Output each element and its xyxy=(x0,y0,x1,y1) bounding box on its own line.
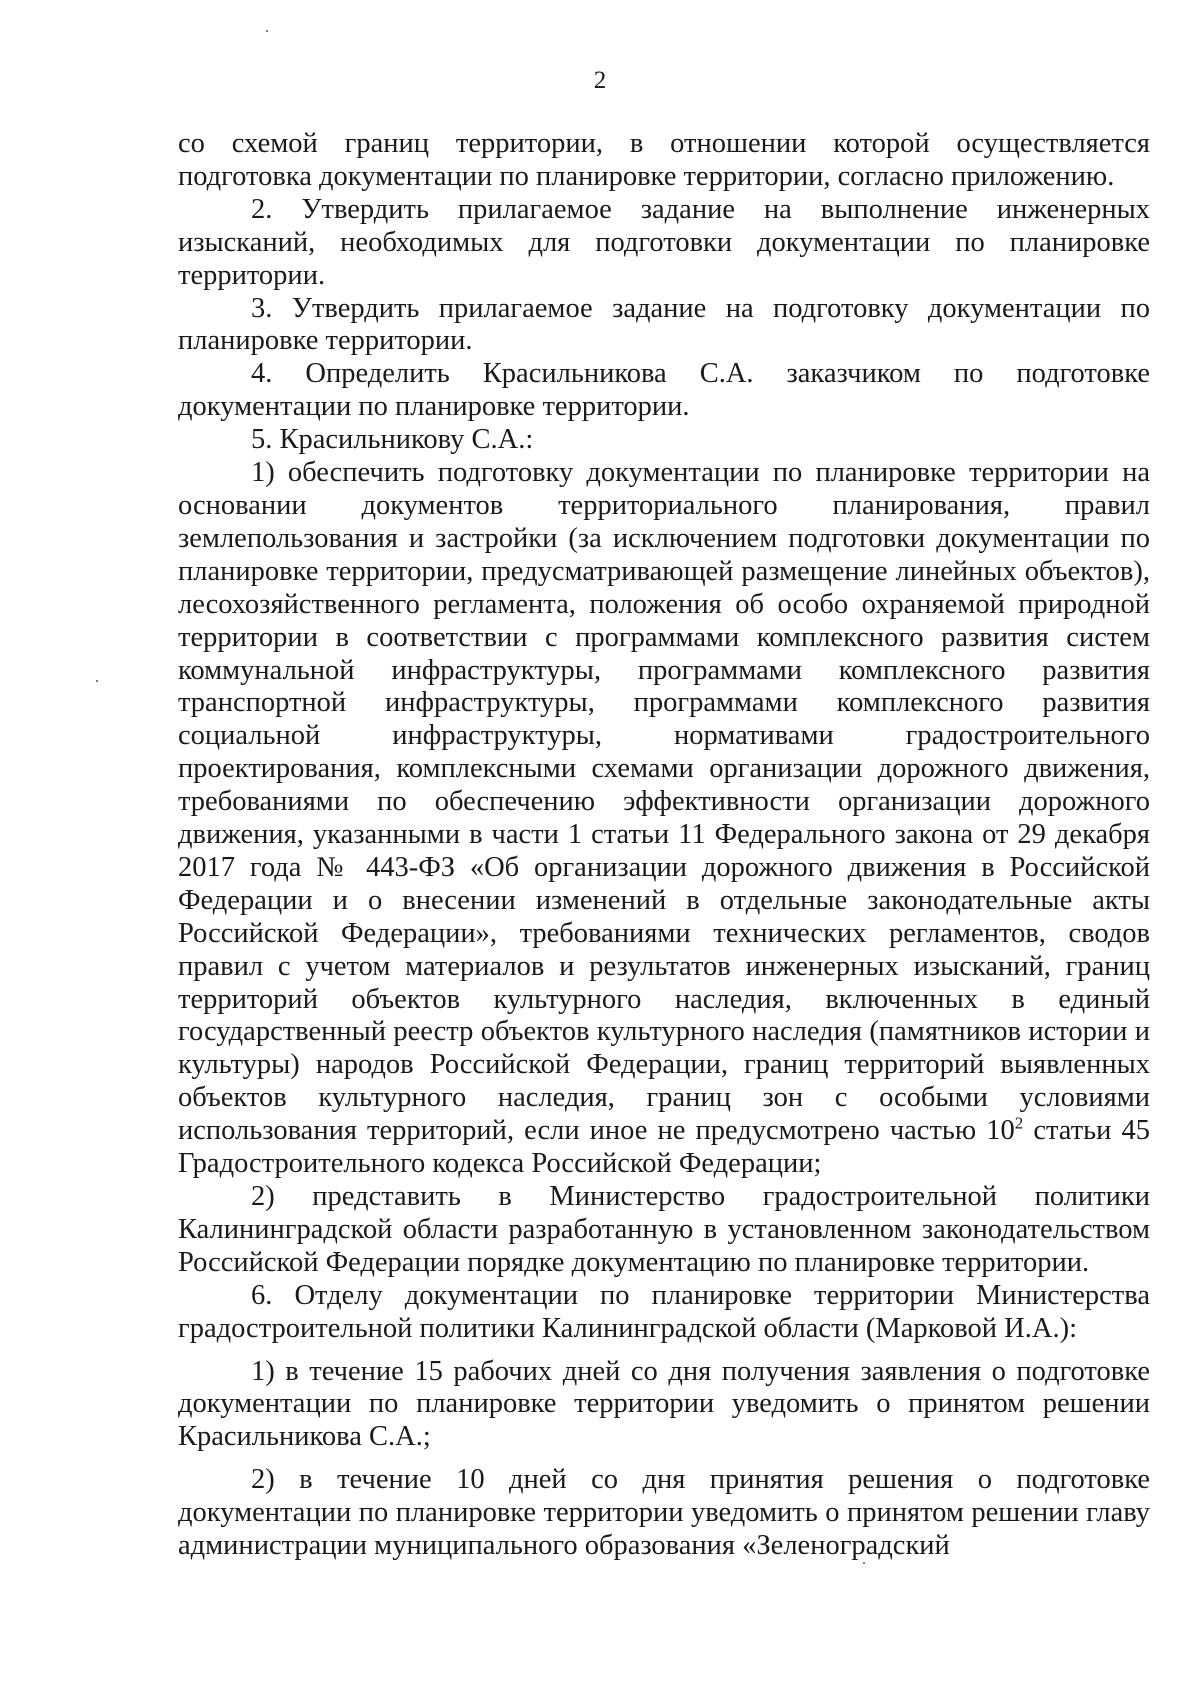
paragraph-continuation: со схемой границ территории, в отношении которой осуществляется подготовка документации по планировке территории, согласно приложению. xyxy=(178,128,1150,192)
paragraph-item-3: 3. Утвердить прилагаемое задание на подготовку документации по планировке территории. xyxy=(178,292,1150,357)
paragraph-item-6: 6. Отделу документации по планировке территории Министерства градостроительной политики Калининградской области (Марковой И.А.): xyxy=(178,1279,1150,1344)
paragraph-item-5-1 xyxy=(178,457,1150,1181)
paragraph-item-6-2: 2) в течение 10 дней со дня принятия решения о подготовке документации по планировке территории уведомить о принятом решении главу администрации муниципального образования «Зеленоградский xyxy=(178,1464,1150,1562)
paragraph-item-5-1-tail: статьи 45 Градостроительного кодекса Российской Федерации; xyxy=(178,1115,1150,1180)
paragraph-item-5: 5. Красильникову С.А.: xyxy=(251,424,534,456)
paragraph-item-4: 4. Определить Красильникова С.А. заказчиком по подготовке документации по планировке территории. xyxy=(178,358,1150,423)
scan-speck xyxy=(266,30,268,32)
superscript: 2 xyxy=(1014,1113,1024,1133)
paragraph-item-5-1-text: 1) обеспечить подготовку документации по планировке территории на основании документов территориального планирования, правил землепользования и застройки (за исключением подготовки документации по планировке территории, предусматривающей размещение линейных объектов), лесохозяйственного регламента, положения об особо охраняемой природной территории в соответствии с программами комплексного развития систем коммунальной инфраструктуры, программами комплексного развития транспортной инфраструктуры, программами комплексного развития социальной инфраструктуры, нормативами градостроительного проектирования, комплексными схемами организации дорожного движения, требованиями по обеспечению эффективности организации дорожного движения, указанными в части 1 статьи 11 Федерального закона от 29 декабря 2017 года № 443-ФЗ «Об организации дорожного движения в Российской Федерации и о внесении изменений в отдельные законодательные акты Российской Федерации», требованиями технических регламентов, сводов правил с учетом материалов и результатов инженерных изысканий, границ территорий объектов культурного наследия, включенных в единый государственный реестр объектов культурного наследия (памятников истории и культуры) народов Российской Федерации, границ территорий выявленных объектов культурного наследия, границ зон с особыми условиями использования территорий, если иное не предусмотрено частью 10 xyxy=(178,457,1150,1147)
paragraph-item-2: 2. Утвердить прилагаемое задание на выполнение инженерных изысканий, необходимых для подготовки документации по планировке территории. xyxy=(178,193,1150,291)
scan-speck xyxy=(96,680,98,682)
page-number: 2 xyxy=(593,67,607,94)
paragraph-item-5-2: 2) представить в Министерство градостроительной политики Калининградской области разработанную в установленном законодательством Российской Федерации порядке документацию по планировке территории. xyxy=(178,1181,1150,1278)
paragraph-item-6-1: 1) в течение 15 рабочих дней со дня получения заявления о подготовке документации по планировке территории уведомить о принятом решении Красильникова С.А.; xyxy=(178,1355,1150,1453)
document-body xyxy=(178,128,1150,1563)
